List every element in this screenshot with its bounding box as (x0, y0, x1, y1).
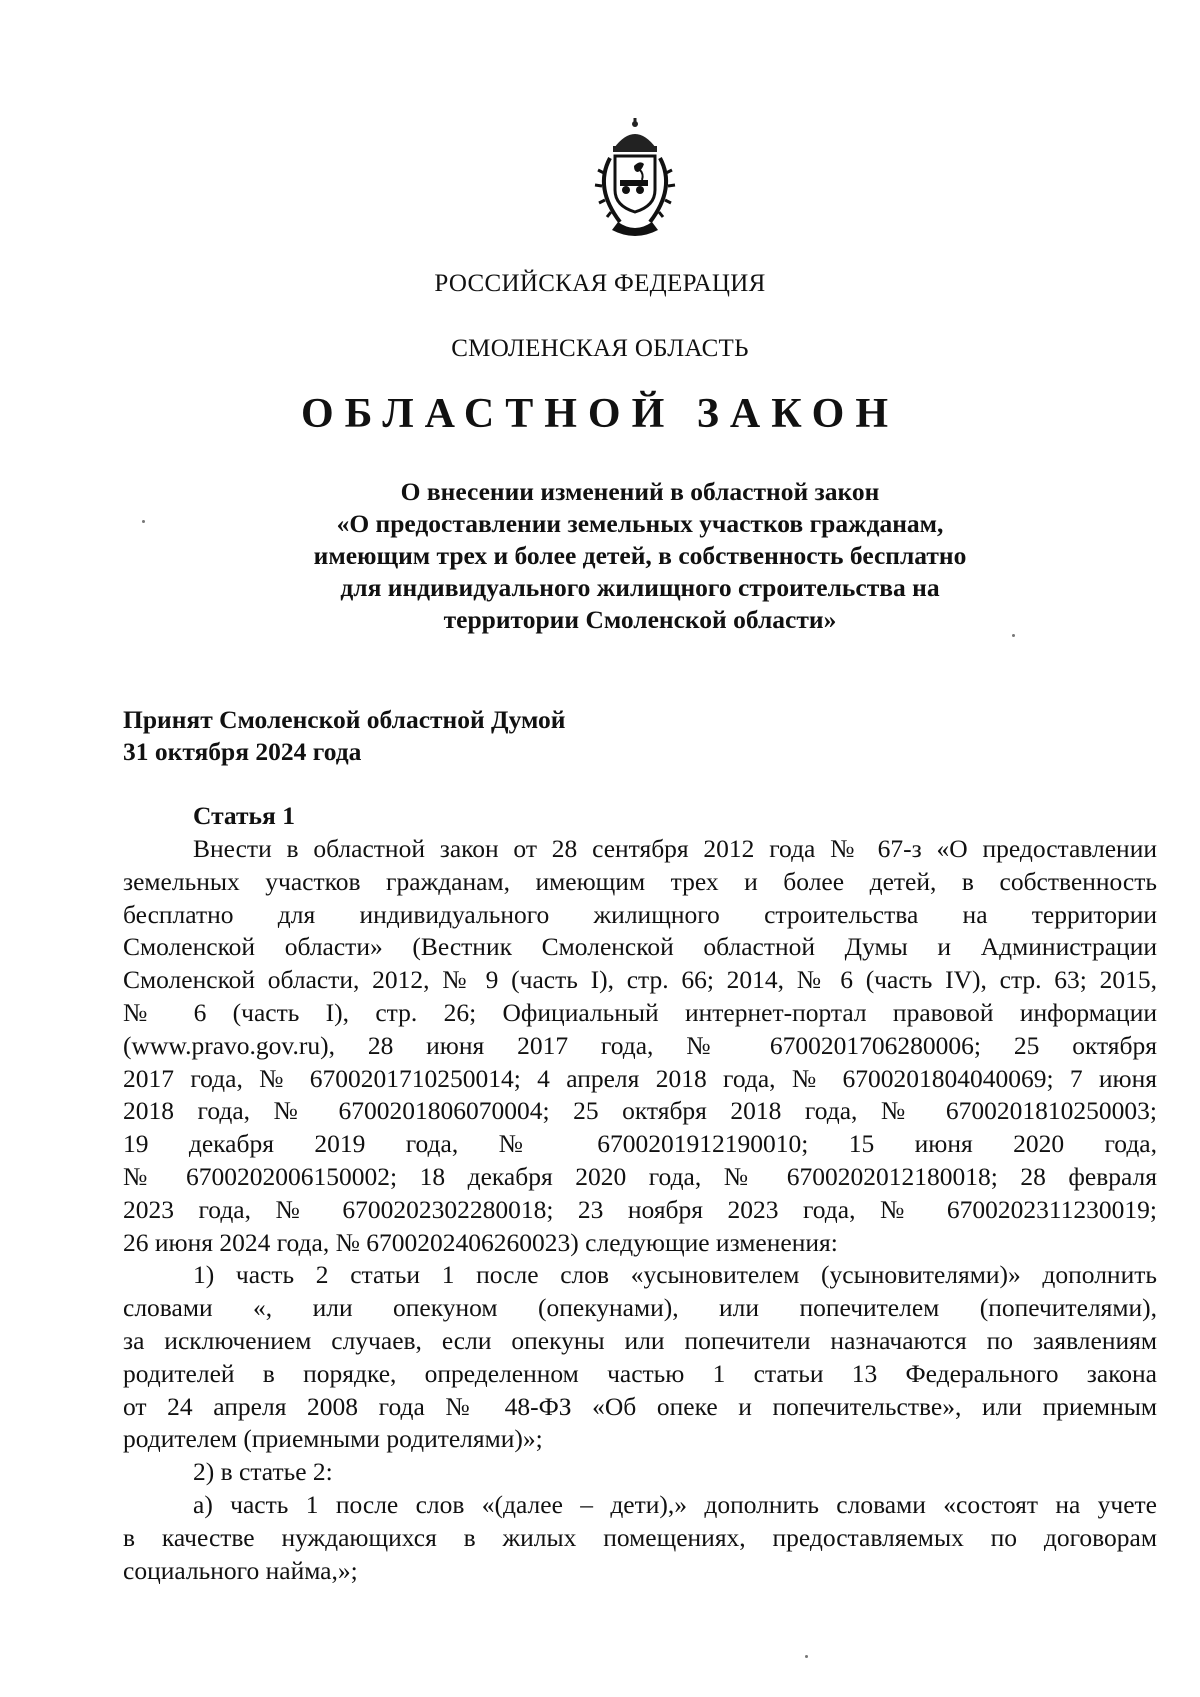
body-line: бесплатно для индивидуального жилищного строительства на территории (123, 899, 1157, 929)
body-line: № 6700202006150002; 18 декабря 2020 года, № 6700202012180018; 28 февраля (123, 1161, 1157, 1191)
adoption-info (123, 704, 565, 768)
body-line: 19 декабря 2019 года, № 6700201912190010; 15 июня 2020 года, (123, 1129, 1157, 1159)
body-line: родителем (приемными родителями)»; (123, 1424, 543, 1454)
body-line: № 6 (часть I), стр. 26; Официальный интернет-портал правовой информации (123, 997, 1157, 1027)
body-line: социального найма,»; (123, 1555, 358, 1585)
body-line: Смоленской области, 2012, № 9 (часть I), стр. 66; 2014, № 6 (часть IV), стр. 63; 2015, (123, 965, 1157, 995)
body-line: 2017 года, № 6700201710250014; 4 апреля 2018 года, № 6700201804040069; 7 июня (123, 1063, 1157, 1093)
body-line: 26 июня 2024 года, № 6700202406260023) следующие изменения: (123, 1227, 838, 1257)
body-line: земельных участков гражданам, имеющим трех и более детей, в собственность (123, 866, 1157, 896)
body-line: 2023 года, № 6700202302280018; 23 ноября 2023 года, № 6700202311230019; (123, 1194, 1157, 1224)
title-line: для индивидуального жилищного строительства на (340, 573, 940, 602)
coat-of-arms-icon (580, 118, 690, 243)
scan-speck (142, 520, 145, 523)
body-line: 2018 года, № 6700201806070004; 25 октября 2018 года, № 6700201810250003; (123, 1096, 1157, 1126)
scan-speck (1012, 634, 1015, 637)
title-line: О внесении изменений в областной закон (400, 477, 880, 506)
region-heading: СМОЛЕНСКАЯ ОБЛАСТЬ (451, 335, 749, 362)
adoption-line: Принят Смоленской областной Думой (123, 705, 566, 734)
title-line: имеющим трех и более детей, в собственность бесплатно (313, 541, 967, 570)
body-line: (www.pravo.gov.ru), 28 июня 2017 года, № 6700201706280006; 25 октября (123, 1030, 1157, 1060)
scan-speck (805, 1655, 808, 1658)
article-heading: Статья 1 (193, 801, 295, 830)
article-body (123, 833, 1157, 1587)
title-line: территории Смоленской области» (443, 605, 837, 634)
body-line: 1) часть 2 статьи 1 после слов «усыновителем (усыновителями)» дополнить (193, 1260, 1157, 1290)
title-line: «О предоставлении земельных участков гражданам, (336, 509, 944, 538)
law-title (200, 476, 1080, 636)
body-line: Внести в областной закон от 28 сентября 2012 года № 67-з «О предоставлении (193, 834, 1157, 863)
body-line: родителей в порядке, определенном частью 1 статьи 13 Федерального закона (123, 1358, 1157, 1388)
body-line: а) часть 1 после слов «(далее – дети),» дополнить словами «состоят на учете (193, 1489, 1157, 1519)
body-line: от 24 апреля 2008 года № 48-ФЗ «Об опеке и попечительстве», или приемным (123, 1391, 1157, 1421)
body-line: словами «, или опекуном (опекунами), или попечителем (попечителями), (123, 1293, 1157, 1323)
body-line: Смоленской области» (Вестник Смоленской областной Думы и Администрации (123, 932, 1157, 962)
adoption-date: 31 октября 2024 года (123, 737, 362, 766)
body-line: за исключением случаев, если опекуны или попечители назначаются по заявлениям (123, 1325, 1157, 1355)
body-line: 2) в статье 2: (193, 1457, 333, 1487)
document-type-heading: ОБЛАСТНОЙ ЗАКОН (300, 391, 900, 437)
body-line: в качестве нуждающихся в жилых помещениях, предоставляемых по договорам (123, 1522, 1157, 1552)
country-heading: РОССИЙСКАЯ ФЕДЕРАЦИЯ (434, 270, 766, 297)
